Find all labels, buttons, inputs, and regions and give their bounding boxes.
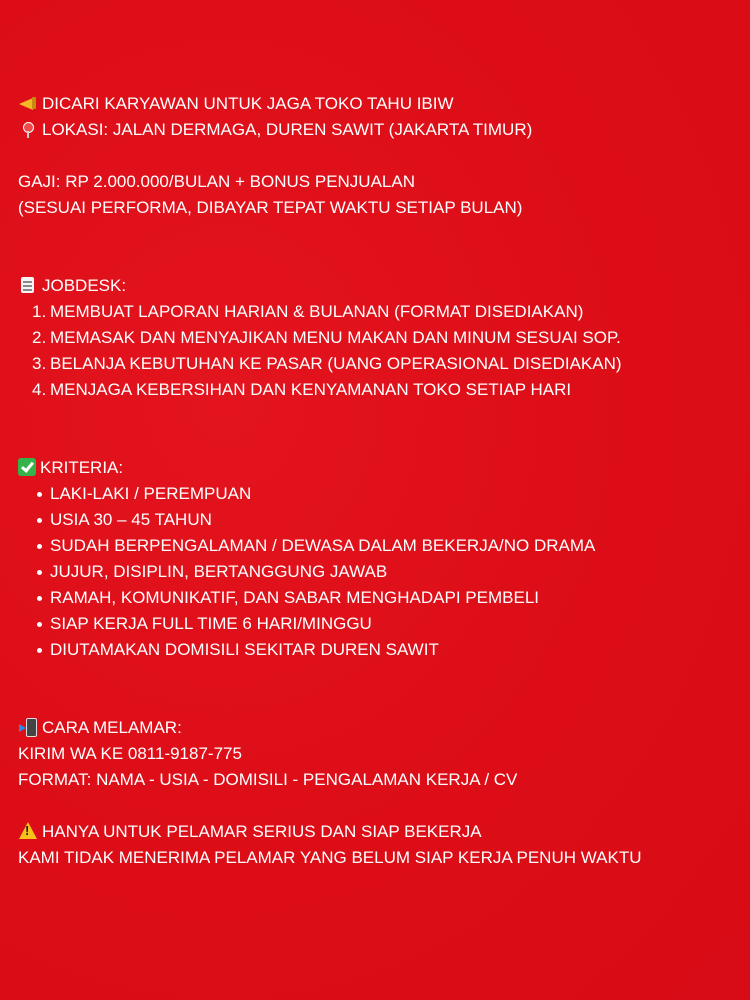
list-item: RAMAH, KOMUNIKATIF, DAN SABAR MENGHADAPI PEMBELI	[18, 585, 738, 611]
list-item-text: MENJAGA KEBERSIHAN DAN KENYAMANAN TOKO SETIAP HARI	[50, 380, 572, 399]
salary-note: (SESUAI PERFORMA, DIBAYAR TEPAT WAKTU SETIAP BULAN)	[18, 198, 523, 217]
job-poster	[18, 91, 738, 871]
list-number: 3.	[32, 354, 47, 373]
list-item: SIAP KERJA FULL TIME 6 HARI/MINGGU	[18, 611, 738, 637]
jobdesk-list	[18, 299, 738, 403]
jobdesk-title-text: JOBDESK:	[42, 276, 127, 295]
criteria-title-text: KRITERIA:	[40, 458, 124, 477]
salary-line: GAJI: RP 2.000.000/BULAN + BONUS PENJUALAN	[18, 172, 415, 191]
list-item: USIA 30 – 45 TAHUN	[18, 507, 738, 533]
list-number: 1.	[32, 302, 47, 321]
list-item: SUDAH BERPENGALAMAN / DEWASA DALAM BEKERJA/NO DRAMA	[18, 533, 738, 559]
apply-title-text: CARA MELAMAR:	[42, 718, 182, 737]
list-item: DIUTAMAKAN DOMISILI SEKITAR DUREN SAWIT	[18, 637, 738, 663]
phone-icon	[18, 718, 38, 736]
notice-text: HANYA UNTUK PELAMAR SERIUS DAN SIAP BEKERJA	[42, 822, 482, 841]
list-item-text: BELANJA KEBUTUHAN KE PASAR (UANG OPERASIONAL DISEDIAKAN)	[50, 354, 622, 373]
list-item-text: MEMASAK DAN MENYAJIKAN MENU MAKAN DAN MINUM SESUAI SOP.	[50, 328, 621, 347]
memo-icon	[18, 276, 38, 294]
list-item	[18, 299, 738, 325]
jobdesk-title	[18, 273, 738, 299]
hiring-headline	[18, 91, 738, 117]
hiring-text: DICARI KARYAWAN UNTUK JAGA TOKO TAHU IBIW	[42, 94, 454, 113]
location-line	[18, 117, 738, 143]
criteria-list	[18, 481, 738, 663]
list-item: JUJUR, DISIPLIN, BERTANGGUNG JAWAB	[18, 559, 738, 585]
list-number: 4.	[32, 380, 47, 399]
apply-format: FORMAT: NAMA - USIA - DOMISILI - PENGALAMAN KERJA / CV	[18, 770, 518, 789]
list-item: LAKI-LAKI / PEREMPUAN	[18, 481, 738, 507]
list-item	[18, 377, 738, 403]
apply-title	[18, 715, 738, 741]
list-item	[18, 351, 738, 377]
notice-note: KAMI TIDAK MENERIMA PELAMAR YANG BELUM SIAP KERJA PENUH WAKTU	[18, 848, 642, 867]
apply-contact: KIRIM WA KE 0811-9187-775	[18, 744, 242, 763]
location-text: LOKASI: JALAN DERMAGA, DUREN SAWIT (JAKARTA TIMUR)	[42, 120, 533, 139]
criteria-title	[18, 455, 738, 481]
list-number: 2.	[32, 328, 47, 347]
notice-line	[18, 819, 738, 845]
warning-icon	[18, 822, 38, 840]
check-icon	[18, 458, 36, 476]
megaphone-icon	[18, 94, 38, 112]
list-item	[18, 325, 738, 351]
pin-icon	[18, 120, 38, 138]
list-item-text: MEMBUAT LAPORAN HARIAN & BULANAN (FORMAT DISEDIAKAN)	[50, 302, 584, 321]
